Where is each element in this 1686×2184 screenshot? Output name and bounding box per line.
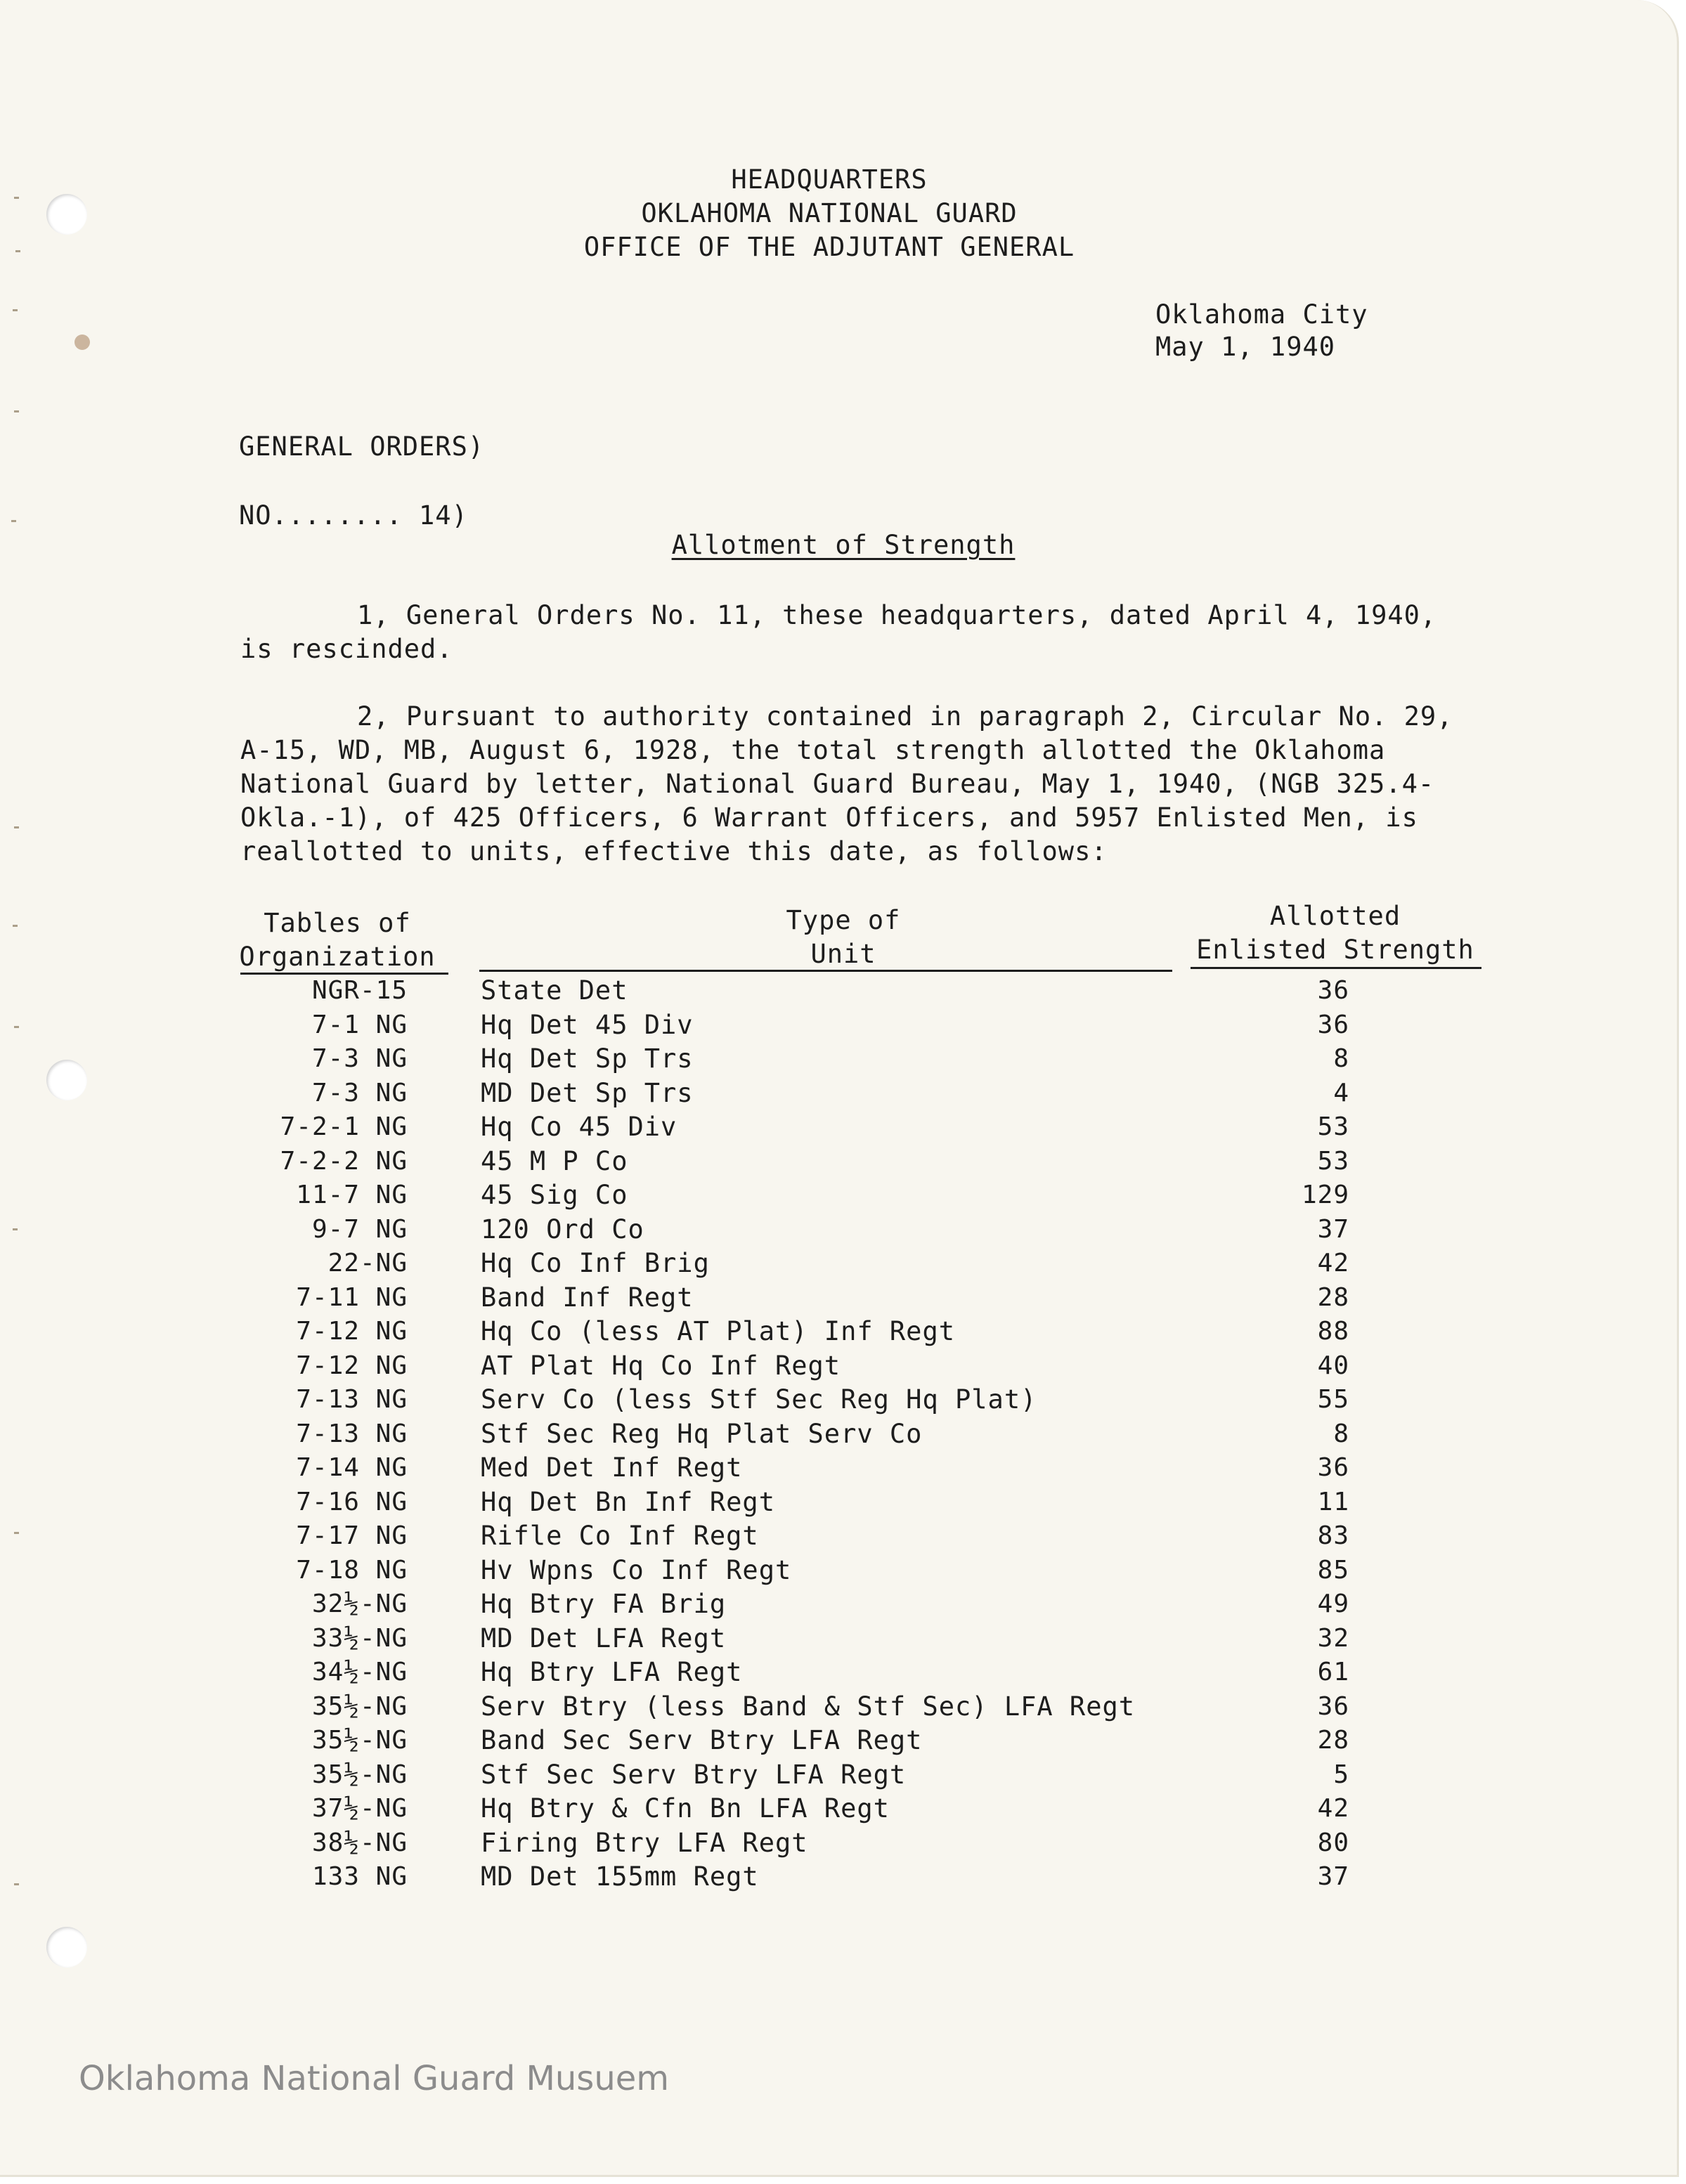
paragraph-2-line-3: National Guard by letter, National Guard Bureau, May 1, 1940, (NGB 325.4- [240, 769, 1435, 799]
table-row [0, 1077, 1686, 1111]
table-cell-strength: 53 [1317, 1112, 1349, 1141]
table-row [0, 974, 1686, 1008]
table-row [0, 1622, 1686, 1656]
table-cell-unit: Hq Det Bn Inf Regt [481, 1486, 775, 1517]
table-cell-unit: AT Plat Hq Co Inf Regt [481, 1350, 841, 1381]
table-cell-organization: 7-17 NG [296, 1521, 408, 1550]
table-row [0, 1554, 1686, 1588]
table-cell-organization: 7-3 NG [311, 1044, 408, 1073]
table-cell-unit: Hq Det 45 Div [481, 1009, 694, 1040]
table-cell-strength: 42 [1317, 1249, 1349, 1278]
table-cell-organization: 7-12 NG [296, 1351, 408, 1380]
table-cell-unit: Hq Det Sp Trs [481, 1044, 694, 1074]
table-cell-strength: 49 [1317, 1590, 1349, 1618]
table-cell-organization: 37½-NG [311, 1794, 408, 1823]
allotment-table [0, 974, 1686, 1894]
table-cell-unit: Serv Btry (less Band & Stf Sec) LFA Regt [481, 1691, 1136, 1722]
table-row [0, 1349, 1686, 1384]
table-cell-organization: 32½-NG [311, 1590, 408, 1618]
table-cell-unit: Serv Co (less Stf Sec Reg Hq Plat) [481, 1384, 1037, 1415]
order-number: NO........ 14) [239, 500, 468, 531]
order-title: Allotment of Strength [671, 530, 1016, 560]
table-row [0, 1724, 1686, 1758]
table-cell-unit: Stf Sec Reg Hq Plat Serv Co [481, 1418, 923, 1449]
table-cell-strength: 55 [1317, 1385, 1349, 1414]
table-cell-unit: Med Det Inf Regt [481, 1452, 743, 1483]
table-row [0, 1519, 1686, 1554]
table-row [0, 1451, 1686, 1486]
table-cell-strength: 5 [1333, 1760, 1349, 1789]
table-cell-unit: Hq Btry FA Brig [481, 1589, 727, 1619]
paper-mark [14, 826, 19, 828]
table-cell-unit: Firing Btry LFA Regt [481, 1827, 808, 1858]
column-header-strength-1: Allotted [1269, 901, 1401, 931]
table-cell-strength: 129 [1301, 1181, 1349, 1209]
table-cell-unit: Hv Wpns Co Inf Regt [481, 1554, 792, 1585]
table-cell-organization: NGR-15 [311, 976, 408, 1005]
table-cell-organization: 7-3 NG [311, 1078, 408, 1107]
paper-mark [13, 309, 18, 311]
table-cell-organization: 38½-NG [311, 1828, 408, 1857]
binder-hole-bottom [46, 1927, 87, 1968]
binder-hole-top [46, 194, 87, 235]
table-cell-unit: Band Inf Regt [481, 1282, 694, 1313]
table-cell-organization: 7-11 NG [296, 1282, 408, 1312]
table-row [0, 1417, 1686, 1452]
table-cell-strength: 36 [1317, 1691, 1349, 1721]
table-cell-organization: 35½-NG [311, 1760, 408, 1789]
table-row [0, 1042, 1686, 1077]
table-cell-unit: 45 M P Co [481, 1145, 628, 1176]
column-header-organization-2: Organization [239, 942, 436, 972]
paper-mark [13, 925, 18, 927]
table-cell-strength: 28 [1317, 1726, 1349, 1755]
table-cell-strength: 4 [1333, 1078, 1349, 1107]
table-cell-strength: 88 [1317, 1317, 1349, 1346]
table-cell-unit: 45 Sig Co [481, 1180, 628, 1210]
table-cell-strength: 8 [1333, 1419, 1349, 1448]
table-cell-unit: MD Det LFA Regt [481, 1623, 727, 1653]
paragraph-1-line-2: is rescinded. [240, 634, 453, 664]
table-cell-organization: 133 NG [311, 1862, 408, 1891]
paper-mark [14, 197, 19, 199]
table-row [0, 1110, 1686, 1145]
column-header-unit-rule [479, 970, 1172, 972]
table-cell-strength: 36 [1317, 1010, 1349, 1039]
table-cell-unit: MD Det Sp Trs [481, 1077, 694, 1108]
paper-mark [14, 410, 19, 412]
table-cell-strength: 8 [1333, 1044, 1349, 1073]
paper-mark [15, 250, 20, 252]
table-cell-unit: State Det [481, 975, 628, 1006]
table-row [0, 1860, 1686, 1894]
place-city: Oklahoma City [1155, 299, 1368, 330]
paragraph-1-line-1: 1, General Orders No. 11, these headquarters, dated April 4, 1940, [357, 600, 1437, 630]
table-cell-organization: 7-18 NG [296, 1555, 408, 1585]
table-cell-organization: 35½-NG [311, 1726, 408, 1755]
table-cell-strength: 11 [1317, 1487, 1349, 1516]
table-row [0, 1213, 1686, 1247]
column-header-strength-rule [1191, 967, 1481, 969]
table-cell-strength: 83 [1317, 1521, 1349, 1550]
column-header-organization-1: Tables of [264, 908, 411, 938]
table-cell-unit: Stf Sec Serv Btry LFA Regt [481, 1759, 907, 1790]
table-row [0, 1758, 1686, 1793]
header-line-headquarters: HEADQUARTERS [731, 164, 928, 195]
table-cell-organization: 7-1 NG [311, 1010, 408, 1039]
table-cell-unit: Hq Co (less AT Plat) Inf Regt [481, 1316, 956, 1346]
table-cell-organization: 7-2-2 NG [280, 1146, 408, 1176]
table-cell-unit: Hq Co Inf Brig [481, 1248, 710, 1278]
table-row [0, 1690, 1686, 1724]
table-cell-organization: 7-12 NG [296, 1317, 408, 1346]
header-line-organization: OKLAHOMA NATIONAL GUARD [641, 198, 1018, 228]
table-cell-organization: 22-NG [328, 1249, 408, 1278]
table-cell-unit: Hq Btry & Cfn Bn LFA Regt [481, 1793, 890, 1824]
table-row [0, 1792, 1686, 1826]
table-cell-strength: 40 [1317, 1351, 1349, 1380]
table-cell-organization: 7-2-1 NG [280, 1112, 408, 1141]
table-cell-organization: 7-13 NG [296, 1385, 408, 1414]
table-row [0, 1178, 1686, 1213]
table-cell-unit: Band Sec Serv Btry LFA Regt [481, 1725, 923, 1755]
paper-stain [74, 334, 90, 350]
museum-watermark: Oklahoma National Guard Musuem [79, 2059, 670, 2098]
table-cell-strength: 61 [1317, 1658, 1349, 1686]
table-cell-unit: Rifle Co Inf Regt [481, 1521, 759, 1551]
table-cell-strength: 37 [1317, 1862, 1349, 1891]
table-row [0, 1656, 1686, 1690]
table-row [0, 1008, 1686, 1043]
paragraph-2-line-4: Okla.-1), of 425 Officers, 6 Warrant Officers, and 5957 Enlisted Men, is [240, 802, 1418, 833]
column-header-strength-2: Enlisted Strength [1196, 935, 1474, 965]
paragraph-2-line-2: A-15, WD, MB, August 6, 1928, the total strength allotted the Oklahoma [240, 735, 1386, 765]
table-cell-strength: 85 [1317, 1555, 1349, 1585]
table-cell-unit: Hq Co 45 Div [481, 1112, 677, 1142]
table-row [0, 1383, 1686, 1417]
table-cell-strength: 80 [1317, 1828, 1349, 1857]
table-cell-unit: Hq Btry LFA Regt [481, 1657, 743, 1687]
header-line-office: OFFICE OF THE ADJUTANT GENERAL [583, 232, 1075, 262]
table-cell-strength: 37 [1317, 1214, 1349, 1244]
table-cell-organization: 7-13 NG [296, 1419, 408, 1448]
table-cell-strength: 28 [1317, 1282, 1349, 1312]
column-header-unit-1: Type of [786, 905, 901, 935]
table-cell-unit: MD Det 155mm Regt [481, 1861, 759, 1892]
table-cell-unit: 120 Ord Co [481, 1214, 644, 1244]
table-row [0, 1315, 1686, 1349]
table-cell-organization: 9-7 NG [311, 1214, 408, 1244]
paragraph-2-line-1: 2, Pursuant to authority contained in paragraph 2, Circular No. 29, [357, 701, 1453, 732]
table-cell-strength: 36 [1317, 976, 1349, 1005]
table-row [0, 1281, 1686, 1315]
table-cell-strength: 36 [1317, 1453, 1349, 1482]
table-row [0, 1247, 1686, 1281]
table-cell-organization: 34½-NG [311, 1658, 408, 1686]
table-cell-organization: 33½-NG [311, 1623, 408, 1653]
table-cell-organization: 7-14 NG [296, 1453, 408, 1482]
table-cell-strength: 53 [1317, 1146, 1349, 1176]
table-cell-organization: 7-16 NG [296, 1487, 408, 1516]
paper-mark [11, 520, 16, 522]
table-row [0, 1145, 1686, 1179]
table-cell-strength: 32 [1317, 1623, 1349, 1653]
document-date: May 1, 1940 [1155, 332, 1336, 362]
table-cell-organization: 11-7 NG [296, 1181, 408, 1209]
general-orders-label: GENERAL ORDERS) [239, 431, 485, 462]
column-header-unit-2: Unit [810, 939, 876, 969]
table-cell-strength: 42 [1317, 1794, 1349, 1823]
table-row [0, 1486, 1686, 1520]
paragraph-2-line-5: reallotted to units, effective this date, as follows: [240, 836, 1108, 866]
table-row [0, 1587, 1686, 1622]
table-row [0, 1826, 1686, 1861]
table-cell-organization: 35½-NG [311, 1691, 408, 1721]
